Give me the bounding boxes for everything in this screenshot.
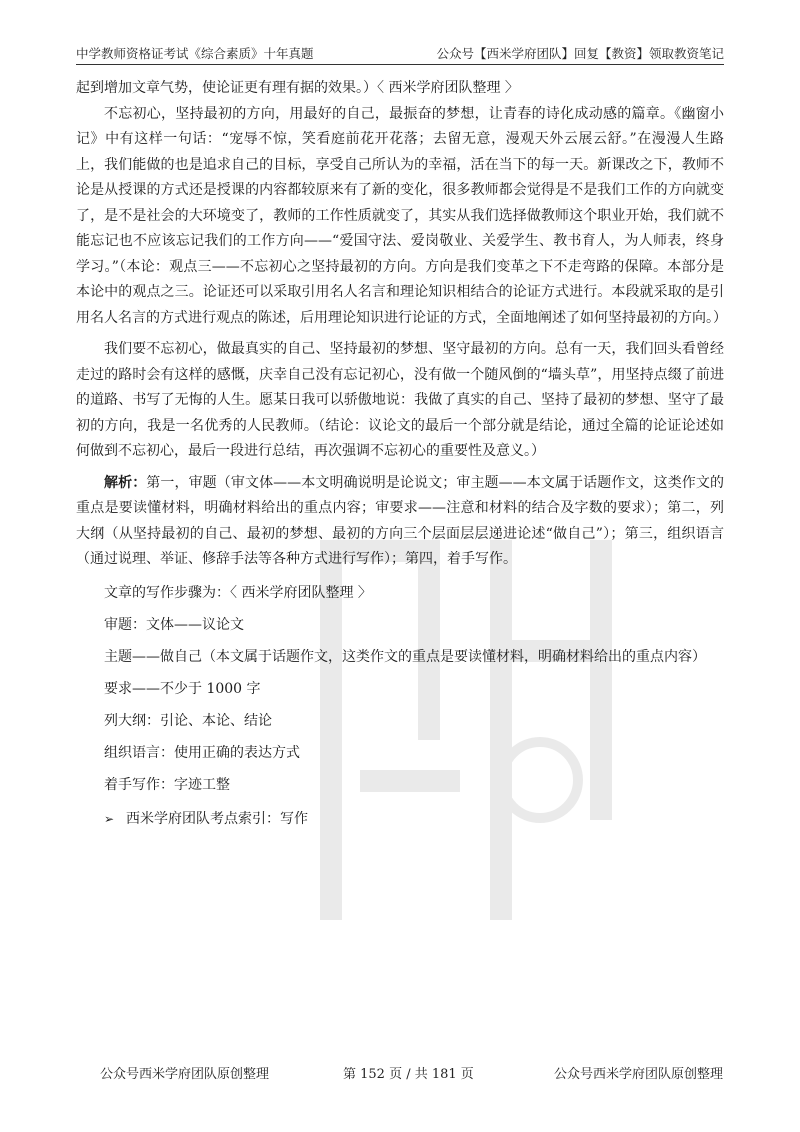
paragraph-body-point-three: 不忘初心，坚持最初的方向，用最好的自己，最振奋的梦想，让青春的诗化成动感的篇章。《幽窗小记》中有这样一句话：“宠辱不惊，笑看庭前花开花落；去留无意，漫观天外云展云舒。”在漫漫人生路上，我们能做的也是追求自己的目标，享受自己所认为的幸福，活在当下的每一天。新课改之下，教师不论是从授课的方式还是授课的内容都较原来有了新的变化，很多教师都会觉得是不是我们工作的方向就变了，是不是社会的大环境变了，教师的工作性质就变了，其实从我们选择做教师这个职业开始，我们就不能忘记也不应该忘记我们的工作方向——“爱国守法、爱岗敬业、关爱学生、教书育人，为人师表，终身学习。”（本论：观点三——不忘初心之坚持最初的方向。方向是我们变革之下不走弯路的保障。本部分是本论中的观点之三。论证还可以采取引用名人名言和理论知识相结合的论证方式进行。本段就采取的是引用名人名言的方式进行观点的陈述，后用理论知识进行论证的方式，全面地阐述了如何坚持最初的方向。） — [76, 105, 727, 326]
steps-intro: 文章的写作步骤为：〈 西米学府团队整理 〉 — [104, 584, 372, 601]
step-item: 着手写作：字迹工整 — [104, 776, 230, 793]
step-item: 要求——不少于 1000 字 — [104, 680, 261, 697]
arrow-bullet-icon: ➢ — [104, 811, 115, 826]
step-item: 审题：文体——议论文 — [104, 616, 244, 633]
paragraph-continued: 起到增加文章气势，使论证更有理有据的效果。）〈 西米学府团队整理 〉 — [76, 80, 519, 96]
paragraph-conclusion: 我们要不忘初心，做最真实的自己、坚持最初的梦想、坚守最初的方向。总有一天，我们回头看曾经走过的路时会有这样的感慨，庆幸自己没有忘记初心，没有做一个随风倒的“墙头草”，用坚持点缀了前进的道路、书写了无悔的人生。愿某日我可以骄傲地说：我做了真实的自己、坚持了最初的梦想、坚守了最初的方向，我是一名优秀的人民教师。（结论：议论文的最后一个部分就是结论，通过全篇的论证论述如何做到不忘初心，最后一段进行总结，再次强调不忘初心的重要性及意义。） — [76, 341, 724, 459]
page-header — [76, 42, 724, 65]
topic-index-line — [76, 803, 724, 835]
footer-right-credit: 公众号西米学府团队原创整理 — [554, 1067, 724, 1082]
header-book-title: 中学教师资格证考试《综合素质》十年真题 — [76, 46, 314, 61]
step-item: 组织语言：使用正确的表达方式 — [104, 744, 300, 761]
analysis-text: 第一，审题（审文体——本文明确说明是论说文；审主题——本文属于话题作文，这类作文的重点是要读懂材料，明确材料给出的重点内容；审要求——注意和材料的结合及字数的要求）；第二，列大纲（从坚持最初的自己、最初的梦想、最初的方向三个层面层层递进论述“做自己”）；第三，组织语言（通过说理、举证、修辞手法等各种方式进行写作）；第四，着手写作。 — [76, 474, 725, 567]
page-number: 第 152 页 / 共 181 页 — [343, 1067, 474, 1082]
writing-steps — [76, 577, 724, 801]
step-item: 主题——做自己（本文属于话题作文，这类作文的重点是要读懂材料，明确材料给出的重点内容） — [104, 648, 706, 665]
analysis-paragraph — [76, 471, 724, 573]
topic-index-text: 西米学府团队考点索引：写作 — [126, 810, 308, 827]
step-item: 列大纲：引论、本论、结论 — [104, 712, 272, 729]
analysis-label: 解析： — [104, 474, 147, 491]
page-content — [76, 76, 727, 835]
footer-left-credit: 公众号西米学府团队原创整理 — [100, 1067, 270, 1082]
header-promo-text: 公众号【西米学府团队】回复【教资】领取教资笔记 — [436, 46, 724, 61]
